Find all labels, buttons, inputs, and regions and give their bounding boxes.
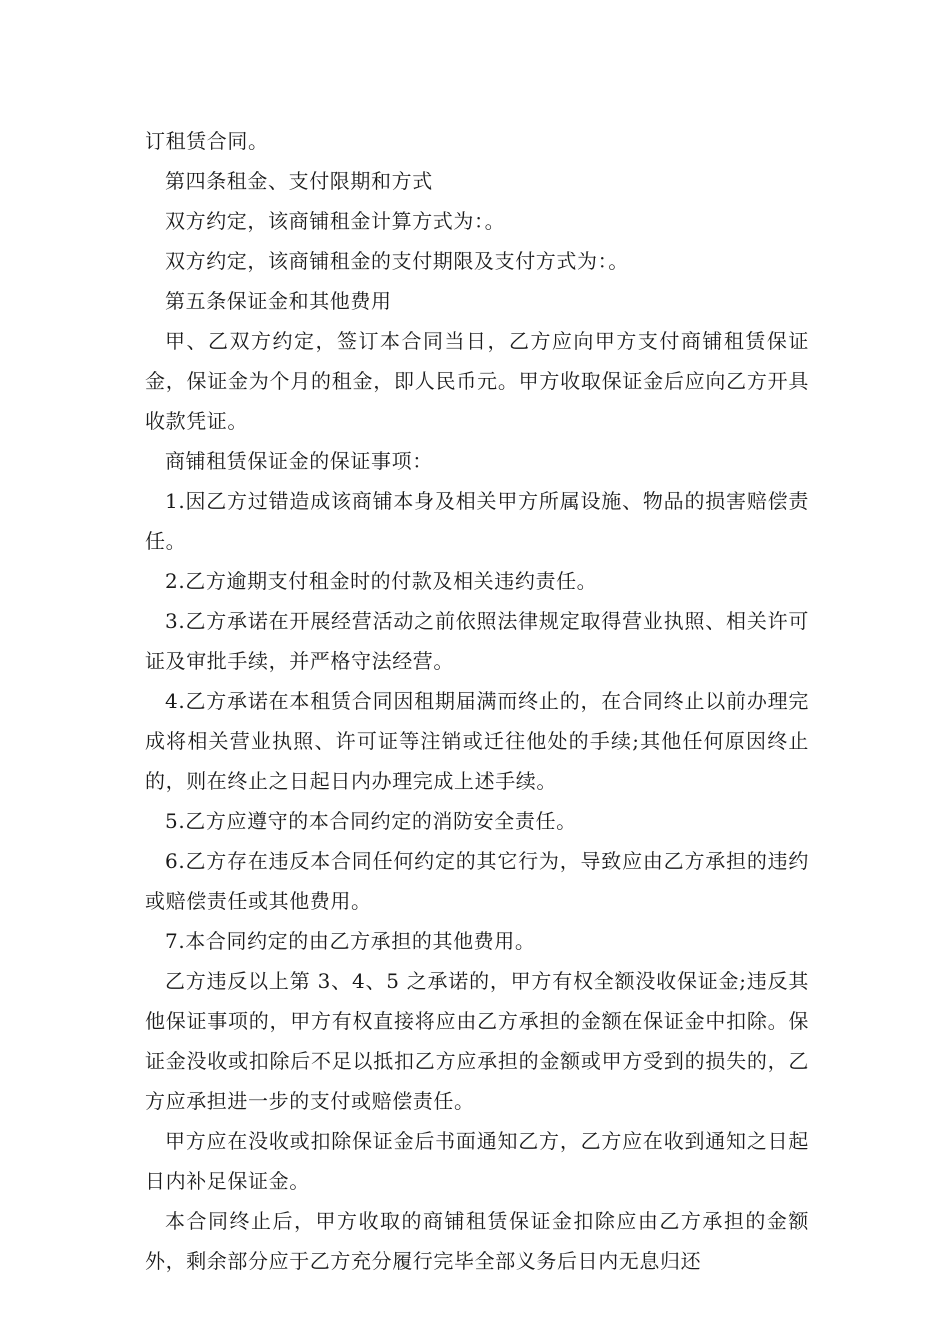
document-body xyxy=(145,121,809,1281)
paragraph: 双方约定，该商铺租金的支付期限及支付方式为：。 xyxy=(165,249,629,273)
list-item: 4.乙方承诺在本租赁合同因租期届满而终止的，在合同终止以前办理完成将相关营业执照、许可证等注销或迁往他处的手续;其他任何原因终止的，则在终止之日起日内办理完成上述手续。 xyxy=(145,689,809,793)
list-item: 6.乙方存在违反本合同任何约定的其它行为，导致应由乙方承担的违约或赔偿责任或其他费用。 xyxy=(145,849,809,913)
paragraph: 甲方应在没收或扣除保证金后书面通知乙方，乙方应在收到通知之日起日内补足保证金。 xyxy=(145,1129,809,1193)
article-heading-5: 第五条保证金和其他费用 xyxy=(165,289,392,313)
list-item: 5.乙方应遵守的本合同约定的消防安全责任。 xyxy=(165,809,577,833)
paragraph: 双方约定，该商铺租金计算方式为：。 xyxy=(165,209,506,233)
list-item: 3.乙方承诺在开展经营活动之前依照法律规定取得营业执照、相关许可证及审批手续，并严格守法经营。 xyxy=(145,609,809,673)
list-item: 2.乙方逾期支付租金时的付款及相关违约责任。 xyxy=(165,569,598,593)
paragraph: 商铺租赁保证金的保证事项： xyxy=(165,449,433,473)
paragraph: 本合同终止后，甲方收取的商铺租赁保证金扣除应由乙方承担的金额外，剩余部分应于乙方充分履行完毕全部义务后日内无息归还 xyxy=(145,1209,809,1273)
list-item: 1.因乙方过错造成该商铺本身及相关甲方所属设施、物品的损害赔偿责任。 xyxy=(145,489,809,553)
article-heading-4: 第四条租金、支付限期和方式 xyxy=(165,169,433,193)
paragraph: 订租赁合同。 xyxy=(145,129,269,153)
paragraph: 乙方违反以上第 3、4、5 之承诺的，甲方有权全额没收保证金;违反其他保证事项的，甲方有权直接将应由乙方承担的金额在保证金中扣除。保证金没收或扣除后不足以抵扣乙方应承担的金额或甲方受到的损失的，乙方应承担进一步的支付或赔偿责任。 xyxy=(145,969,809,1113)
paragraph: 甲、乙双方约定，签订本合同当日，乙方应向甲方支付商铺租赁保证金，保证金为个月的租金，即人民币元。甲方收取保证金后应向乙方开具收款凭证。 xyxy=(145,329,809,433)
list-item: 7.本合同约定的由乙方承担的其他费用。 xyxy=(165,929,536,953)
